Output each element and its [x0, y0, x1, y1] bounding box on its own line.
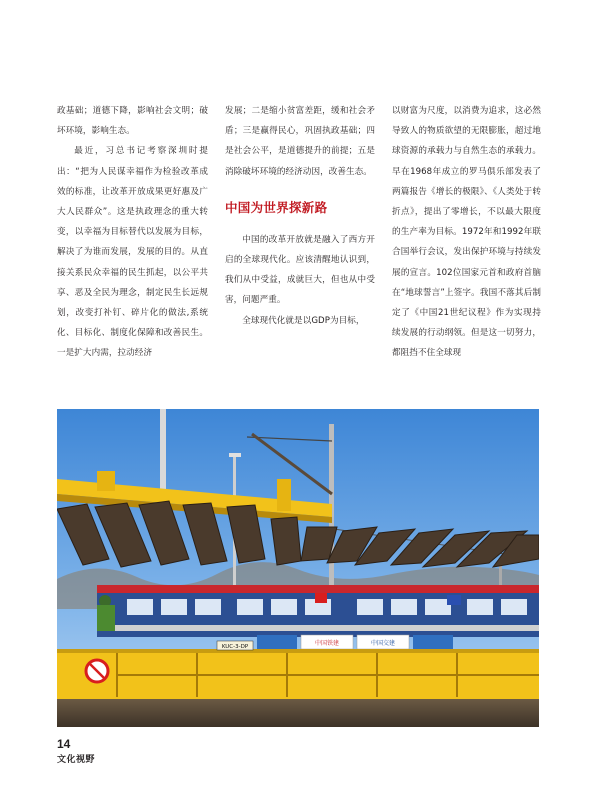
flag — [447, 595, 461, 605]
text-column-2 — [225, 101, 375, 331]
body-paragraph: 全球现代化就是以GDP为目标， — [242, 315, 365, 326]
banner-ccc-text: 中国交建 — [370, 640, 396, 647]
track-bed — [57, 699, 539, 727]
train-skirt — [97, 625, 539, 631]
machine-chassis-edge — [57, 649, 539, 653]
gantry-block — [97, 471, 115, 491]
banner — [257, 635, 297, 649]
text-column-1 — [57, 101, 208, 364]
body-paragraph: 政基础；道德下降，影响社会文明；破坏环境，影响生态。 — [57, 106, 208, 137]
machine-plate-text: KUC-3-DP — [221, 644, 249, 650]
photo-illustration — [57, 409, 539, 727]
magazine-logo: 文化视野 — [57, 755, 96, 765]
street-lamp-head — [229, 453, 241, 457]
worker-jacket — [97, 605, 115, 631]
text-column-3 — [392, 101, 541, 364]
train-stripe — [97, 585, 539, 593]
body-paragraph: 以财富为尺度，以消费为追求，这必然导致人的物质欲望的无限膨胀，超过地球资源的承载力与自然生态的承载力。早在1968年成立的罗马俱乐部发表了两篇报告《增长的极限》、《人类处于转折点》，提出了零增长，不以最大限度的生产率为目标。1972年和1992年联合国举行会议，发出保护环境与持续发展的宣言。102位国家元首和政府首脑在“地球誓言”上签字。我国不落其后制定了《中国21世纪议程》作为实现持续发展的行动纲领。但是这一切努力，都阻挡不住全球现 — [392, 106, 541, 359]
railway-construction-photo — [57, 409, 539, 727]
gantry-block — [277, 479, 291, 511]
flag — [315, 593, 327, 603]
banner-crcc-text: 中国铁建 — [314, 640, 340, 647]
page-number: 14 — [57, 737, 71, 751]
body-paragraph: 最近，习总书记考察深圳时提出：“把为人民谋幸福作为检验改革成效的标准，让改革开放成果更好惠及广大人民群众”。这是执政理念的重大转变，以幸福为目标替代以发展为目标，解决了为谁而发展，发展的目的。从直接关系民众幸福的民生抓起，以公平共享、恶及全民为理念，制定民生长远规划，改变打补钉、碎片化的做法,系统化、目标化、制度化保障和改善民生。一是扩大内需，拉动经济 — [57, 146, 208, 359]
body-paragraph: 中国的改革开放就是融入了西方开启的全球现代化。应该清醒地认识到，我们从中受益，成就巨大，但也从中受害，问题严重。 — [225, 234, 375, 306]
banner — [413, 635, 453, 649]
body-paragraph: 发展；二是缩小贫富差距，缓和社会矛盾；三是赢得民心，巩固执政基础；四是社会公平，是道德提升的前提；五是消除破坏环境的经济动因，改善生态。 — [225, 106, 375, 177]
section-heading: 中国为世界探新路 — [225, 199, 328, 215]
